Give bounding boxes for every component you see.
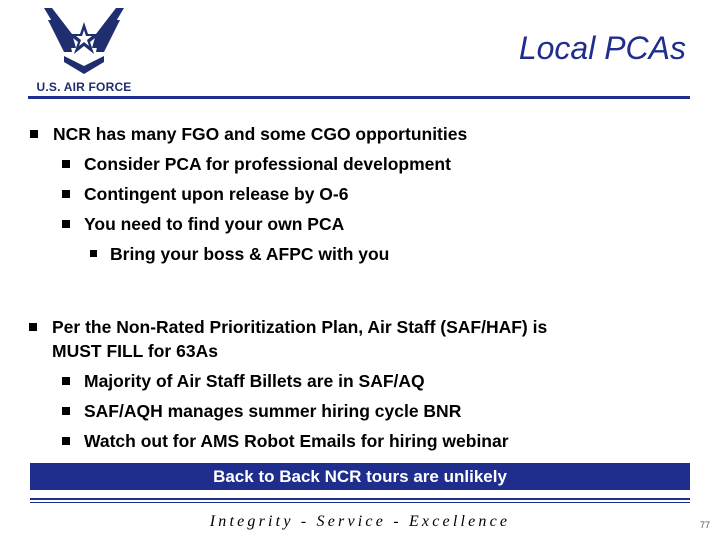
bullet-text: SAF/AQH manages summer hiring cycle BNR bbox=[84, 401, 462, 421]
square-bullet-icon bbox=[62, 407, 70, 415]
bullet-item bbox=[52, 316, 547, 338]
bullet-item bbox=[53, 123, 467, 145]
bullet-text: Contingent upon release by O-6 bbox=[84, 184, 349, 204]
bullet-item bbox=[110, 243, 389, 265]
square-bullet-icon bbox=[29, 323, 37, 331]
square-bullet-icon bbox=[62, 437, 70, 445]
bullet-text: Consider PCA for professional development bbox=[84, 154, 451, 174]
air-force-symbol-icon bbox=[42, 4, 126, 76]
callout-banner: Back to Back NCR tours are unlikely bbox=[30, 463, 690, 490]
square-bullet-icon bbox=[90, 250, 97, 257]
bullet-text: You need to find your own PCA bbox=[84, 214, 345, 234]
footer-divider bbox=[30, 498, 690, 500]
slide-title: Local PCAs bbox=[518, 30, 686, 66]
square-bullet-icon bbox=[30, 130, 38, 138]
bullet-item bbox=[84, 370, 425, 392]
square-bullet-icon bbox=[62, 160, 70, 168]
title-divider bbox=[28, 96, 690, 99]
bullet-text: Watch out for AMS Robot Emails for hiring webinar bbox=[84, 431, 509, 451]
footer-divider-thin bbox=[30, 502, 690, 503]
bullet-text: Bring your boss & AFPC with you bbox=[110, 244, 390, 264]
bullet-text: NCR has many FGO and some CGO opportunities bbox=[53, 124, 468, 144]
bullet-continuation bbox=[52, 340, 218, 362]
bullet-item bbox=[84, 400, 461, 422]
footer-motto: Integrity - Service - Excellence bbox=[209, 513, 511, 530]
bullet-item bbox=[84, 153, 451, 175]
air-force-wordmark: U.S. AIR FORCE bbox=[36, 80, 132, 94]
square-bullet-icon bbox=[62, 220, 70, 228]
bullet-item bbox=[84, 183, 348, 205]
bullet-text: Per the Non-Rated Prioritization Plan, Air Staff (SAF/HAF) is bbox=[52, 317, 548, 337]
square-bullet-icon bbox=[62, 377, 70, 385]
page-number: 77 bbox=[699, 520, 710, 530]
air-force-logo bbox=[28, 4, 140, 96]
bullet-text: Majority of Air Staff Billets are in SAF/AQ bbox=[84, 371, 425, 391]
bullet-item bbox=[84, 430, 509, 452]
bullet-item bbox=[84, 213, 344, 235]
square-bullet-icon bbox=[62, 190, 70, 198]
bullet-text: MUST FILL for 63As bbox=[52, 341, 218, 361]
